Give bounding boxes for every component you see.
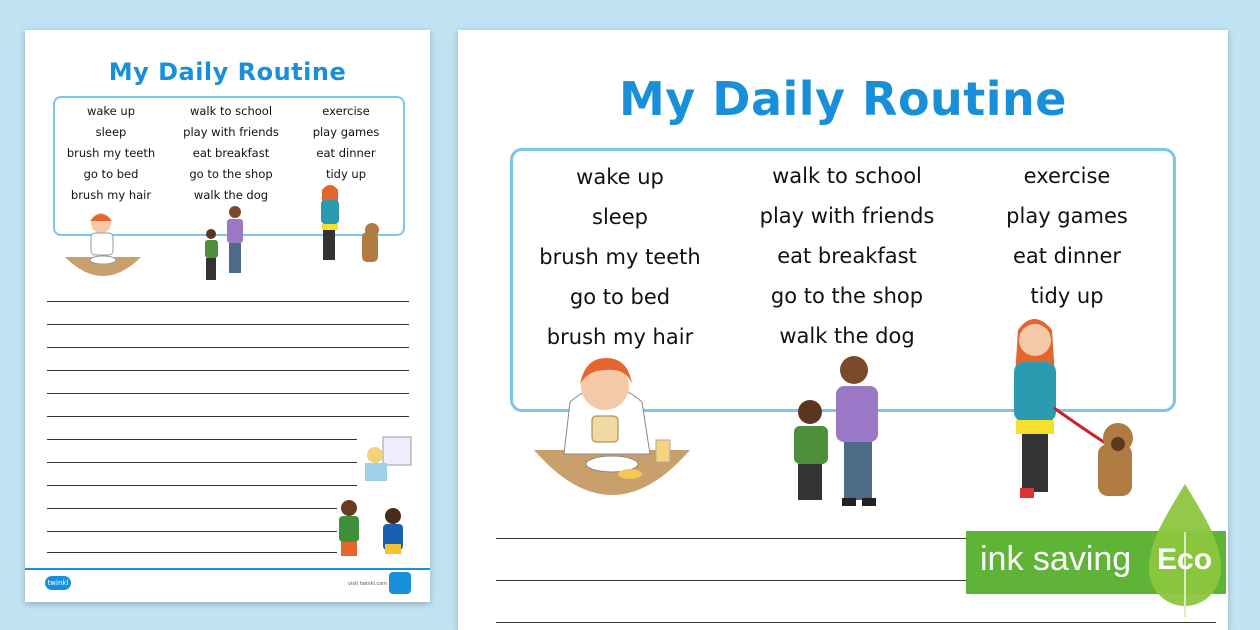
- word-item: wake up: [576, 165, 664, 189]
- word-item: eat dinner: [1012, 244, 1122, 268]
- word-item: walk to school: [189, 104, 273, 118]
- word-item: sleep: [592, 205, 648, 229]
- writing-line: [496, 622, 1216, 623]
- children-illustration: [325, 498, 415, 562]
- word-item: tidy up: [325, 167, 367, 181]
- girl-eating-illustration: [63, 205, 143, 285]
- word-item: play with friends: [759, 204, 935, 228]
- word-item: go to the shop: [189, 167, 273, 181]
- eco-badge-label: Eco: [1157, 543, 1213, 576]
- word-item: play games: [312, 125, 380, 139]
- girl-walking-dog-illustration: [310, 180, 390, 280]
- girl-walking-dog-illustration: [998, 312, 1148, 507]
- twinkl-logo: twinkl: [45, 576, 71, 590]
- word-item: play games: [1006, 204, 1128, 228]
- twinkl-badge-icon: [389, 572, 411, 594]
- word-item: brush my hair: [70, 188, 152, 202]
- writing-line: [47, 370, 409, 371]
- writing-line: [47, 439, 357, 440]
- boys-walking-illustration: [197, 202, 257, 290]
- word-item: walk to school: [772, 164, 922, 188]
- footer-bar: [25, 568, 430, 570]
- word-item: eat dinner: [316, 146, 376, 160]
- word-item: exercise: [1023, 164, 1111, 188]
- child-brushing-teeth-illustration: [355, 435, 415, 485]
- writing-line: [47, 324, 409, 325]
- writing-line: [47, 485, 357, 486]
- word-item: eat breakfast: [192, 146, 270, 160]
- worksheet-preview-small: [25, 30, 430, 602]
- word-item: exercise: [322, 104, 370, 118]
- writing-line: [47, 508, 337, 509]
- word-item: brush my teeth: [66, 146, 156, 160]
- boys-walking-illustration: [780, 350, 900, 520]
- word-item: tidy up: [1030, 284, 1104, 308]
- word-item: go to bed: [569, 285, 671, 309]
- word-item: go to bed: [83, 167, 139, 181]
- writing-line: [47, 552, 337, 553]
- word-item: sleep: [95, 125, 127, 139]
- writing-line: [47, 416, 409, 417]
- word-item: walk the dog: [779, 324, 915, 348]
- word-item: walk the dog: [193, 188, 269, 202]
- word-item: go to the shop: [770, 284, 924, 308]
- word-item: wake up: [86, 104, 136, 118]
- writing-line: [47, 301, 409, 302]
- girl-eating-illustration: [530, 350, 695, 510]
- word-item: play with friends: [183, 125, 279, 139]
- word-item: brush my teeth: [539, 245, 701, 269]
- writing-line: [47, 393, 409, 394]
- ink-saving-label: ink saving: [980, 540, 1132, 578]
- worksheet-title: My Daily Routine: [618, 72, 1067, 126]
- writing-line: [47, 462, 357, 463]
- visit-text: visit twinkl.com: [348, 581, 388, 587]
- word-item: eat breakfast: [777, 244, 917, 268]
- word-item: brush my hair: [546, 325, 694, 349]
- writing-line: [47, 347, 409, 348]
- worksheet-title: My Daily Routine: [108, 58, 347, 86]
- writing-line: [47, 531, 337, 532]
